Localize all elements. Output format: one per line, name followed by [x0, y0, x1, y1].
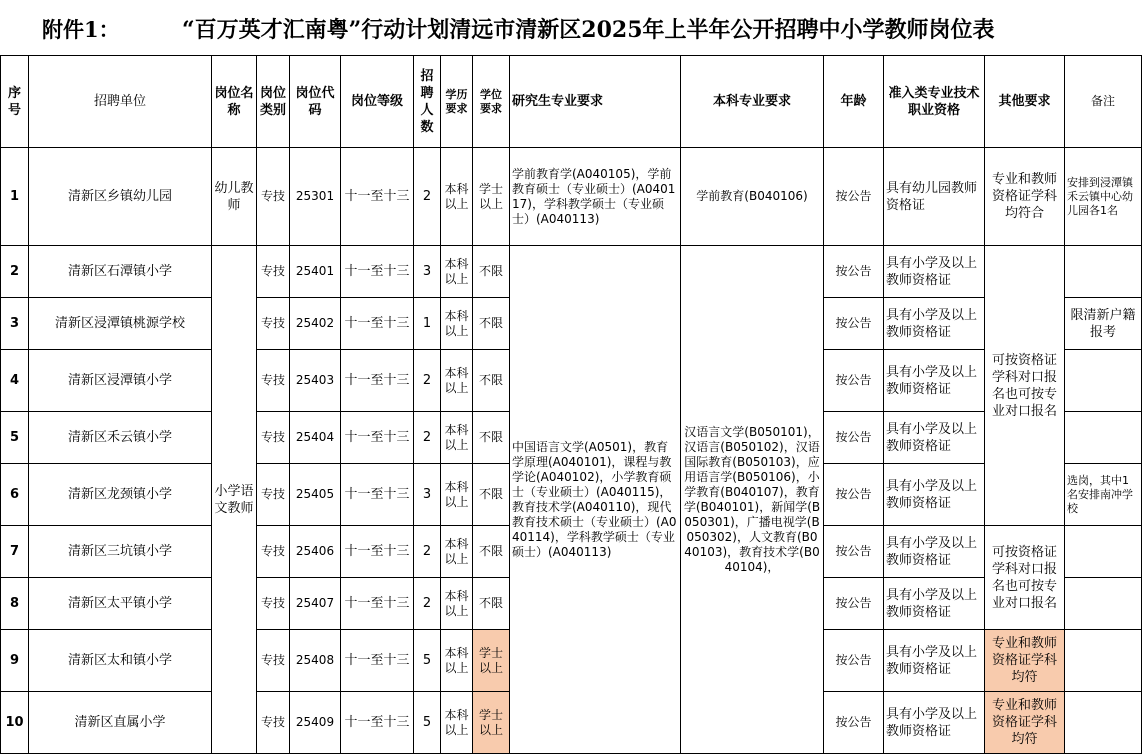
- age-cell: 按公告: [824, 578, 884, 630]
- header-age: 年龄: [824, 56, 884, 148]
- other-merged-cell: 可按资格证学科对口报名也可按专业对口报名: [985, 246, 1065, 526]
- count-cell: 2: [414, 412, 441, 464]
- post-code-cell: 25406: [290, 526, 341, 578]
- ug-major-merged-cell: 汉语言文学(B050101)，汉语言(B050102)，汉语国际教育(B050103)，应用语言学(B050106)，小学教育(B040107)，教育学(B040101)，新闻学(B050301)，广播电视学(B050302)，人文教育(B040103)，教育技术学(B040104)，: [681, 246, 824, 754]
- post-level-cell: 十一至十三: [341, 692, 414, 754]
- other-cell: 专业和教师资格证学科均符合: [985, 148, 1065, 246]
- age-cell: 按公告: [824, 246, 884, 298]
- header-seq: 序号: [1, 56, 29, 148]
- remark-cell: 限清新户籍报考: [1065, 298, 1142, 350]
- remark-cell: [1065, 692, 1142, 754]
- unit-cell: 清新区直属小学: [29, 692, 212, 754]
- grad-major-merged-cell: 中国语言文学(A0501)，教育学原理(A040101)，课程与教学论(A040102)，小学教育硕士（专业硕士）(A040115)，教育技术学(A040110)，现代教育技术硕士（专业硕士）(A040114)，学科教学硕士（专业硕士）(A040113): [510, 246, 681, 754]
- post-level-cell: 十一至十三: [341, 464, 414, 526]
- seq-cell: 6: [1, 464, 29, 526]
- post-level-cell: 十一至十三: [341, 298, 414, 350]
- post-level-cell: 十一至十三: [341, 148, 414, 246]
- other-cell: 专业和教师资格证学科均符: [985, 692, 1065, 754]
- degree-cell: 学士以上: [473, 630, 510, 692]
- seq-cell: 1: [1, 148, 29, 246]
- header-cert: 准入类专业技术职业资格: [884, 56, 985, 148]
- attachment-label: 附件1：: [42, 17, 120, 42]
- edu-cell: 本科以上: [441, 526, 473, 578]
- degree-cell: 不限: [473, 350, 510, 412]
- edu-cell: 本科以上: [441, 148, 473, 246]
- post-type-cell: 专技: [257, 148, 290, 246]
- remark-cell: 选岗，其中1名安排南冲学校: [1065, 464, 1142, 526]
- count-cell: 3: [414, 464, 441, 526]
- header-degree: 学位要求: [473, 56, 510, 148]
- degree-cell: 不限: [473, 298, 510, 350]
- unit-cell: 清新区浸潭镇小学: [29, 350, 212, 412]
- post-code-cell: 25402: [290, 298, 341, 350]
- count-cell: 2: [414, 350, 441, 412]
- post-type-cell: 专技: [257, 630, 290, 692]
- title-bar: [0, 0, 1142, 56]
- header-post-type: 岗位类别: [257, 56, 290, 148]
- degree-cell: 不限: [473, 464, 510, 526]
- page-title: “百万英才汇南粤”行动计划清远市清新区2025年上半年公开招聘中小学教师岗位表: [182, 17, 995, 43]
- unit-cell: 清新区石潭镇小学: [29, 246, 212, 298]
- post-level-cell: 十一至十三: [341, 526, 414, 578]
- post-code-cell: 25401: [290, 246, 341, 298]
- seq-cell: 9: [1, 630, 29, 692]
- seq-cell: 3: [1, 298, 29, 350]
- degree-cell: 不限: [473, 246, 510, 298]
- seq-cell: 2: [1, 246, 29, 298]
- cert-cell: 具有小学及以上教师资格证: [884, 298, 985, 350]
- unit-cell: 清新区禾云镇小学: [29, 412, 212, 464]
- count-cell: 2: [414, 526, 441, 578]
- post-code-cell: 25301: [290, 148, 341, 246]
- edu-cell: 本科以上: [441, 350, 473, 412]
- age-cell: 按公告: [824, 148, 884, 246]
- post-level-cell: 十一至十三: [341, 246, 414, 298]
- unit-cell: 清新区浸潭镇桃源学校: [29, 298, 212, 350]
- other-merged-cell: 可按资格证学科对口报名也可按专业对口报名: [985, 526, 1065, 630]
- header-post-name: 岗位名称: [212, 56, 257, 148]
- seq-cell: 10: [1, 692, 29, 754]
- edu-cell: 本科以上: [441, 630, 473, 692]
- cert-cell: 具有小学及以上教师资格证: [884, 464, 985, 526]
- post-code-cell: 25405: [290, 464, 341, 526]
- unit-cell: 清新区龙颈镇小学: [29, 464, 212, 526]
- edu-cell: 本科以上: [441, 298, 473, 350]
- cert-cell: 具有小学及以上教师资格证: [884, 692, 985, 754]
- edu-cell: 本科以上: [441, 578, 473, 630]
- age-cell: 按公告: [824, 526, 884, 578]
- cert-cell: 具有小学及以上教师资格证: [884, 412, 985, 464]
- post-type-cell: 专技: [257, 350, 290, 412]
- remark-cell: [1065, 630, 1142, 692]
- degree-cell: 不限: [473, 578, 510, 630]
- unit-cell: 清新区太平镇小学: [29, 578, 212, 630]
- post-code-cell: 25409: [290, 692, 341, 754]
- post-type-cell: 专技: [257, 298, 290, 350]
- count-cell: 5: [414, 692, 441, 754]
- edu-cell: 本科以上: [441, 246, 473, 298]
- remark-cell: [1065, 526, 1142, 578]
- seq-cell: 8: [1, 578, 29, 630]
- header-ug-major: 本科专业要求: [681, 56, 824, 148]
- post-type-cell: 专技: [257, 692, 290, 754]
- count-cell: 2: [414, 148, 441, 246]
- remark-cell: [1065, 246, 1142, 298]
- age-cell: 按公告: [824, 350, 884, 412]
- cert-cell: 具有小学及以上教师资格证: [884, 246, 985, 298]
- post-code-cell: 25403: [290, 350, 341, 412]
- post-code-cell: 25407: [290, 578, 341, 630]
- header-remark: 备注: [1065, 56, 1142, 148]
- header-edu: 学历要求: [441, 56, 473, 148]
- count-cell: 1: [414, 298, 441, 350]
- post-name-cell: 幼儿教师: [212, 148, 257, 246]
- post-level-cell: 十一至十三: [341, 412, 414, 464]
- age-cell: 按公告: [824, 412, 884, 464]
- post-type-cell: 专技: [257, 246, 290, 298]
- post-type-cell: 专技: [257, 578, 290, 630]
- remark-cell: [1065, 350, 1142, 412]
- post-type-cell: 专技: [257, 464, 290, 526]
- age-cell: 按公告: [824, 298, 884, 350]
- cert-cell: 具有小学及以上教师资格证: [884, 350, 985, 412]
- degree-cell: 学士以上: [473, 692, 510, 754]
- post-name-merged-cell: 小学语文教师: [212, 246, 257, 754]
- seq-cell: 7: [1, 526, 29, 578]
- edu-cell: 本科以上: [441, 412, 473, 464]
- post-code-cell: 25408: [290, 630, 341, 692]
- header-other: 其他要求: [985, 56, 1065, 148]
- cert-cell: 具有幼儿园教师资格证: [884, 148, 985, 246]
- post-level-cell: 十一至十三: [341, 630, 414, 692]
- header-post-code: 岗位代码: [290, 56, 341, 148]
- other-cell: 专业和教师资格证学科均符: [985, 630, 1065, 692]
- unit-cell: 清新区太和镇小学: [29, 630, 212, 692]
- remark-cell: 安排到浸潭镇禾云镇中心幼儿园各1名: [1065, 148, 1142, 246]
- seq-cell: 4: [1, 350, 29, 412]
- post-type-cell: 专技: [257, 526, 290, 578]
- age-cell: 按公告: [824, 692, 884, 754]
- unit-cell: 清新区三坑镇小学: [29, 526, 212, 578]
- cert-cell: 具有小学及以上教师资格证: [884, 526, 985, 578]
- post-level-cell: 十一至十三: [341, 350, 414, 412]
- degree-cell: 不限: [473, 526, 510, 578]
- remark-cell: [1065, 578, 1142, 630]
- count-cell: 5: [414, 630, 441, 692]
- header-row: [1, 56, 1142, 148]
- count-cell: 2: [414, 578, 441, 630]
- table-row: [1, 246, 1142, 298]
- header-count: 招聘人数: [414, 56, 441, 148]
- header-grad-major: 研究生专业要求: [510, 56, 681, 148]
- count-cell: 3: [414, 246, 441, 298]
- edu-cell: 本科以上: [441, 464, 473, 526]
- table-row: [1, 148, 1142, 246]
- degree-cell: 不限: [473, 412, 510, 464]
- degree-cell: 学士以上: [473, 148, 510, 246]
- age-cell: 按公告: [824, 464, 884, 526]
- edu-cell: 本科以上: [441, 692, 473, 754]
- post-code-cell: 25404: [290, 412, 341, 464]
- post-type-cell: 专技: [257, 412, 290, 464]
- cert-cell: 具有小学及以上教师资格证: [884, 578, 985, 630]
- post-level-cell: 十一至十三: [341, 578, 414, 630]
- unit-cell: 清新区乡镇幼儿园: [29, 148, 212, 246]
- seq-cell: 5: [1, 412, 29, 464]
- header-unit: 招聘单位: [29, 56, 212, 148]
- ug-major-cell: 学前教育(B040106): [681, 148, 824, 246]
- remark-cell: [1065, 412, 1142, 464]
- recruitment-table: [0, 55, 1142, 754]
- header-post-level: 岗位等级: [341, 56, 414, 148]
- age-cell: 按公告: [824, 630, 884, 692]
- cert-cell: 具有小学及以上教师资格证: [884, 630, 985, 692]
- grad-major-cell: 学前教育学(A040105)，学前教育硕士（专业硕士）(A040117)，学科教学硕士（专业硕士）(A040113): [510, 148, 681, 246]
